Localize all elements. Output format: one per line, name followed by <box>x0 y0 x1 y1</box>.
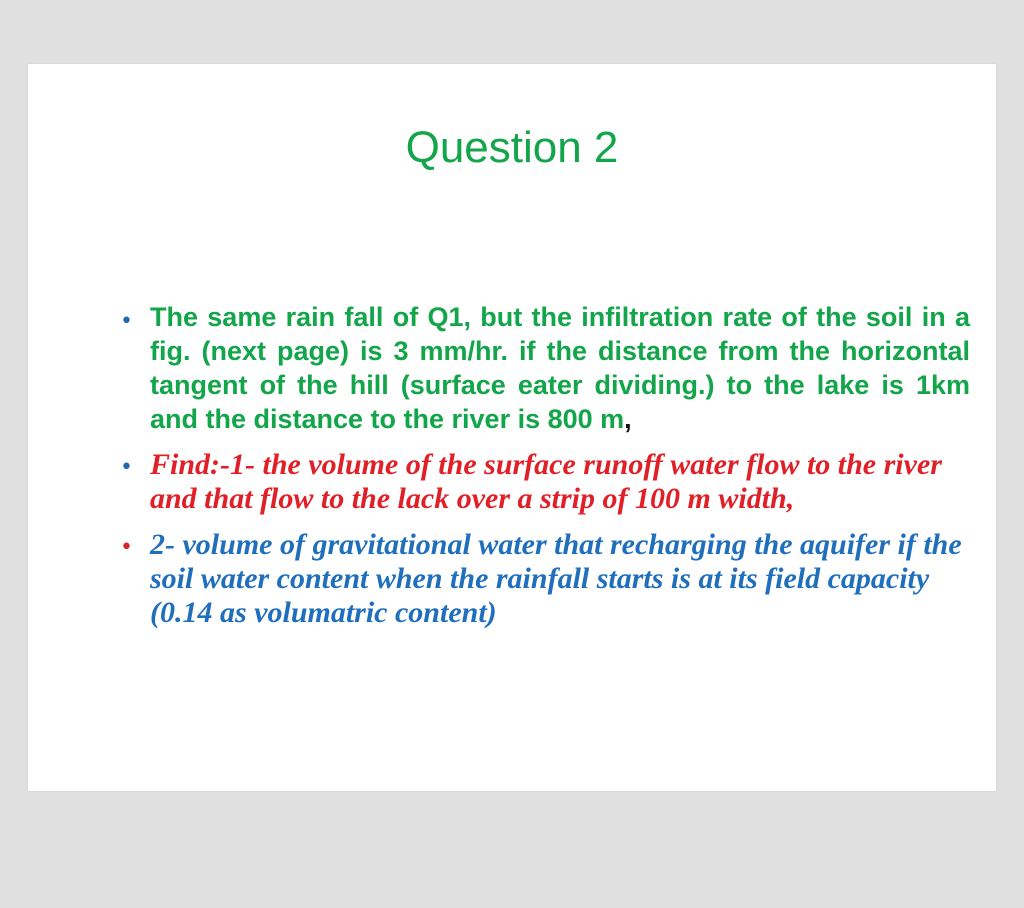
bullet-dot: • <box>120 455 133 480</box>
bullet-list <box>120 300 970 642</box>
slide <box>28 64 996 791</box>
bullet-text-find: Find:-1- the volume of the surface runoff water flow to the river and that flow to the lack over a strip of 100 m width, <box>150 448 942 515</box>
slide-title: Question 2 <box>405 123 619 172</box>
bullet-dot: • <box>120 535 133 560</box>
bullet-item-3 <box>120 528 970 630</box>
bullet-text-volume: 2- volume of gravitational water that recharging the aquifer if the soil water content when the rainfall starts is at its field capacity (0.14 as volumatric content) <box>150 528 962 629</box>
bullet-dot: • <box>120 309 133 334</box>
bullet-text-problem-body: The same rain fall of Q1, but the infiltration rate of the soil in a fig. (next page) is 3 mm/hr. if the distance from the horizontal tangent of the hill (surface eater dividing.) to the lake is 1km and the distance to the river is 800 m <box>150 302 970 434</box>
trailing-comma: , <box>624 404 632 434</box>
bullet-item-1 <box>120 300 970 436</box>
bullet-text-problem <box>150 300 970 436</box>
bullet-item-2 <box>120 448 970 516</box>
